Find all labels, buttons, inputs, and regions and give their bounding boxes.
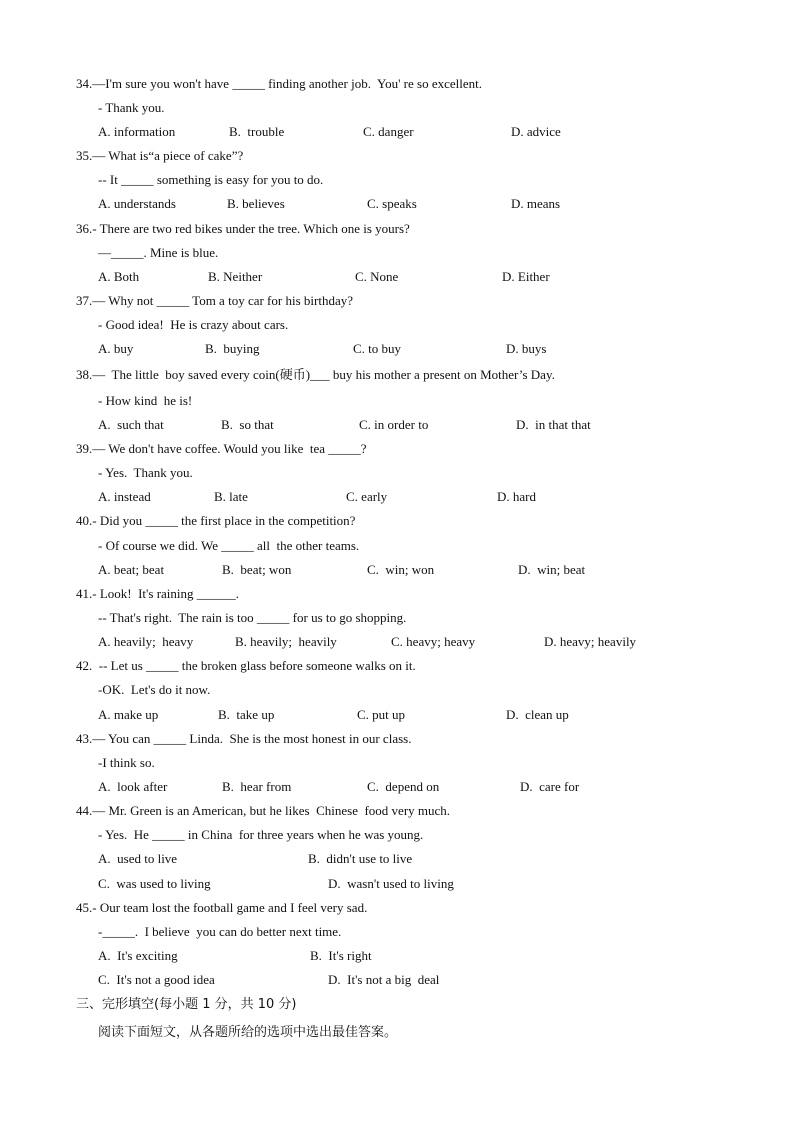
question-38-option-d: D. in that that — [516, 417, 591, 432]
question-40-option-c: C. win; won — [367, 562, 435, 577]
question-45-stem: 45.- Our team lost the football game and I feel very sad. — [76, 900, 368, 915]
question-43-option-d: D. care for — [520, 779, 580, 794]
question-39-stem: 39.— We don't have coffee. Would you like tea _____? — [76, 441, 367, 456]
question-40-option-d: D. win; beat — [518, 562, 586, 577]
question-39-option-b: B. late — [214, 489, 248, 504]
question-34-option-a: A. information — [98, 124, 176, 139]
question-45-option-b: B. It's right — [310, 948, 372, 963]
question-38-option-a: A. such that — [98, 417, 164, 432]
question-35-option-c: C. speaks — [367, 196, 417, 211]
question-36-option-d: D. Either — [502, 269, 550, 284]
question-43-option-a: A. look after — [98, 779, 168, 794]
question-34-reply: - Thank you. — [98, 100, 165, 115]
question-36-option-c: C. None — [355, 269, 399, 284]
question-35-reply: -- It _____ something is easy for you to do. — [98, 172, 324, 187]
question-45-option-c: C. It's not a good idea — [98, 972, 215, 987]
question-40-reply: - Of course we did. We _____ all the other teams. — [98, 538, 360, 553]
question-37-option-c: C. to buy — [353, 341, 402, 356]
question-35-option-b: B. believes — [227, 196, 285, 211]
question-41-stem: 41.- Look! It's raining ______. — [76, 586, 240, 601]
question-39-option-c: C. early — [346, 489, 388, 504]
question-42-option-a: A. make up — [98, 707, 159, 722]
question-43-stem: 43.— You can _____ Linda. She is the most honest in our class. — [76, 731, 412, 746]
question-34-option-c: C. danger — [363, 124, 414, 139]
question-36-option-b: B. Neither — [208, 269, 263, 284]
question-42-option-b: B. take up — [218, 707, 275, 722]
question-42-option-d: D. clean up — [506, 707, 569, 722]
question-42-option-c: C. put up — [357, 707, 406, 722]
question-42-stem: 42. -- Let us _____ the broken glass before someone walks on it. — [76, 658, 416, 673]
question-35-option-d: D. means — [511, 196, 561, 211]
question-43-reply: -I think so. — [98, 755, 155, 770]
question-38-reply: - How kind he is! — [98, 393, 193, 408]
question-44-stem: 44.— Mr. Green is an American, but he likes Chinese food very much. — [76, 803, 451, 818]
question-41-option-b: B. heavily; heavily — [235, 634, 337, 649]
question-43-option-c: C. depend on — [367, 779, 440, 794]
question-41-option-d: D. heavy; heavily — [544, 634, 637, 649]
question-41-reply: -- That's right. The rain is too _____ for us to go shopping. — [98, 610, 407, 625]
question-44-option-a: A. used to live — [98, 851, 178, 866]
question-34-stem: 34.—I'm sure you won't have _____ finding another job. You' re so excellent. — [76, 76, 482, 91]
question-43-option-b: B. hear from — [222, 779, 292, 794]
question-37-option-d: D. buys — [506, 341, 547, 356]
question-44-reply: - Yes. He _____ in China for three years when he was young. — [98, 827, 424, 842]
question-45-option-d: D. It's not a big deal — [328, 972, 440, 987]
question-34-option-d: D. advice — [511, 124, 561, 139]
question-39-reply: - Yes. Thank you. — [98, 465, 193, 480]
question-37-option-b: B. buying — [205, 341, 260, 356]
question-35-stem: 35.— What is“a piece of cake”? — [76, 148, 244, 163]
question-35-option-a: A. understands — [98, 196, 176, 211]
question-38-option-c: C. in order to — [359, 417, 429, 432]
question-41-option-c: C. heavy; heavy — [391, 634, 476, 649]
question-40-option-a: A. beat; beat — [98, 562, 165, 577]
question-34-option-b: B. trouble — [229, 124, 285, 139]
question-45-option-a: A. It's exciting — [98, 948, 178, 963]
question-37-option-a: A. buy — [98, 341, 134, 356]
question-36-stem: 36.- There are two red bikes under the tree. Which one is yours? — [76, 221, 410, 236]
question-38-option-b: B. so that — [221, 417, 274, 432]
question-44-option-d: D. wasn't used to living — [328, 876, 454, 891]
question-36-option-a: A. Both — [98, 269, 140, 284]
question-36-reply: —_____. Mine is blue. — [98, 245, 219, 260]
section-title: 三、完形填空(每小题 1 分，共 10 分) — [76, 997, 297, 1012]
question-39-option-d: D. hard — [497, 489, 536, 504]
question-40-stem: 40.- Did you _____ the first place in the competition? — [76, 513, 356, 528]
question-41-option-a: A. heavily; heavy — [98, 634, 194, 649]
question-37-reply: - Good idea! He is crazy about cars. — [98, 317, 289, 332]
question-45-reply: -_____. I believe you can do better next time. — [98, 924, 342, 939]
question-38-stem: 38.— The little boy saved every coin(硬币)___ buy his mother a present on Mother’s Day. — [76, 367, 555, 382]
question-37-stem: 37.— Why not _____ Tom a toy car for his birthday? — [76, 293, 353, 308]
section-instruction: 阅读下面短文，从各题所给的选项中选出最佳答案。 — [98, 1025, 398, 1040]
question-39-option-a: A. instead — [98, 489, 151, 504]
question-42-reply: -OK. Let's do it now. — [98, 682, 211, 697]
question-40-option-b: B. beat; won — [222, 562, 292, 577]
question-44-option-b: B. didn't use to live — [308, 851, 413, 866]
question-44-option-c: C. was used to living — [98, 876, 211, 891]
